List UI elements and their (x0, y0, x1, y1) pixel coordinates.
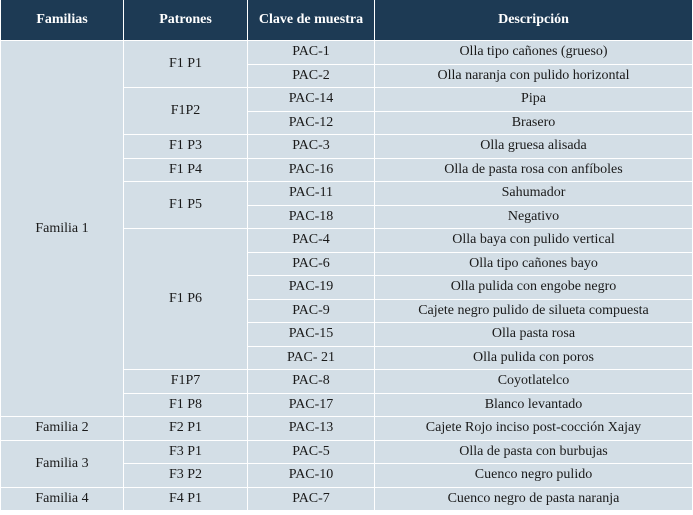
header-patrones: Patrones (124, 0, 248, 41)
descripcion-cell: Pipa (375, 88, 693, 112)
header-row (1, 0, 693, 41)
descripcion-cell: Olla gruesa alisada (375, 135, 693, 159)
clave-cell: PAC-11 (248, 182, 375, 206)
patron-cell: F3 P1 (124, 440, 248, 464)
descripcion-cell: Olla pulida con engobe negro (375, 276, 693, 300)
descripcion-cell: Olla baya con pulido vertical (375, 229, 693, 253)
clave-cell: PAC-2 (248, 64, 375, 88)
clave-cell: PAC-4 (248, 229, 375, 253)
patron-cell: F4 P1 (124, 487, 248, 511)
clave-cell: PAC-17 (248, 393, 375, 417)
clave-cell: PAC-5 (248, 440, 375, 464)
clave-cell: PAC-10 (248, 464, 375, 488)
patron-cell: F2 P1 (124, 417, 248, 441)
clave-cell: PAC- 21 (248, 346, 375, 370)
patron-cell: F1 P5 (124, 182, 248, 229)
patron-cell: F1P2 (124, 88, 248, 135)
descripcion-cell: Olla tipo cañones bayo (375, 252, 693, 276)
clave-cell: PAC-1 (248, 41, 375, 65)
patron-cell: F1P7 (124, 370, 248, 394)
patron-cell: F3 P2 (124, 464, 248, 488)
descripcion-cell: Cajete negro pulido de silueta compuesta (375, 299, 693, 323)
descripcion-cell: Olla de pasta con burbujas (375, 440, 693, 464)
clave-cell: PAC-3 (248, 135, 375, 159)
descripcion-cell: Olla naranja con pulido horizontal (375, 64, 693, 88)
clave-cell: PAC-16 (248, 158, 375, 182)
clave-cell: PAC-9 (248, 299, 375, 323)
clave-cell: PAC-19 (248, 276, 375, 300)
header-clave: Clave de muestra (248, 0, 375, 41)
descripcion-cell: Negativo (375, 205, 693, 229)
descripcion-cell: Cuenco negro pulido (375, 464, 693, 488)
clave-cell: PAC-15 (248, 323, 375, 347)
clave-cell: PAC-7 (248, 487, 375, 511)
descripcion-cell: Cuenco negro de pasta naranja (375, 487, 693, 511)
table-row (1, 417, 693, 441)
familia-cell: Familia 3 (1, 440, 124, 487)
familia-cell: Familia 1 (1, 41, 124, 417)
familia-cell: Familia 2 (1, 417, 124, 441)
descripcion-cell: Olla tipo cañones (grueso) (375, 41, 693, 65)
table-row (1, 487, 693, 511)
descripcion-cell: Olla de pasta rosa con anfíboles (375, 158, 693, 182)
descripcion-cell: Blanco levantado (375, 393, 693, 417)
descripcion-cell: Olla pulida con poros (375, 346, 693, 370)
patron-cell: F1 P3 (124, 135, 248, 159)
descripcion-cell: Cajete Rojo inciso post-cocción Xajay (375, 417, 693, 441)
familia-cell: Familia 4 (1, 487, 124, 511)
clave-cell: PAC-18 (248, 205, 375, 229)
table-row (1, 440, 693, 464)
clave-cell: PAC-8 (248, 370, 375, 394)
descripcion-cell: Sahumador (375, 182, 693, 206)
table-row (1, 41, 693, 65)
descripcion-cell: Olla pasta rosa (375, 323, 693, 347)
clave-cell: PAC-12 (248, 111, 375, 135)
header-descripcion: Descripción (375, 0, 693, 41)
patron-cell: F1 P1 (124, 41, 248, 88)
descripcion-cell: Coyotlatelco (375, 370, 693, 394)
patron-cell: F1 P8 (124, 393, 248, 417)
clave-cell: PAC-6 (248, 252, 375, 276)
patron-cell: F1 P4 (124, 158, 248, 182)
clave-cell: PAC-13 (248, 417, 375, 441)
header-familias: Familias (1, 0, 124, 41)
patron-cell: F1 P6 (124, 229, 248, 370)
clave-cell: PAC-14 (248, 88, 375, 112)
descripcion-cell: Brasero (375, 111, 693, 135)
